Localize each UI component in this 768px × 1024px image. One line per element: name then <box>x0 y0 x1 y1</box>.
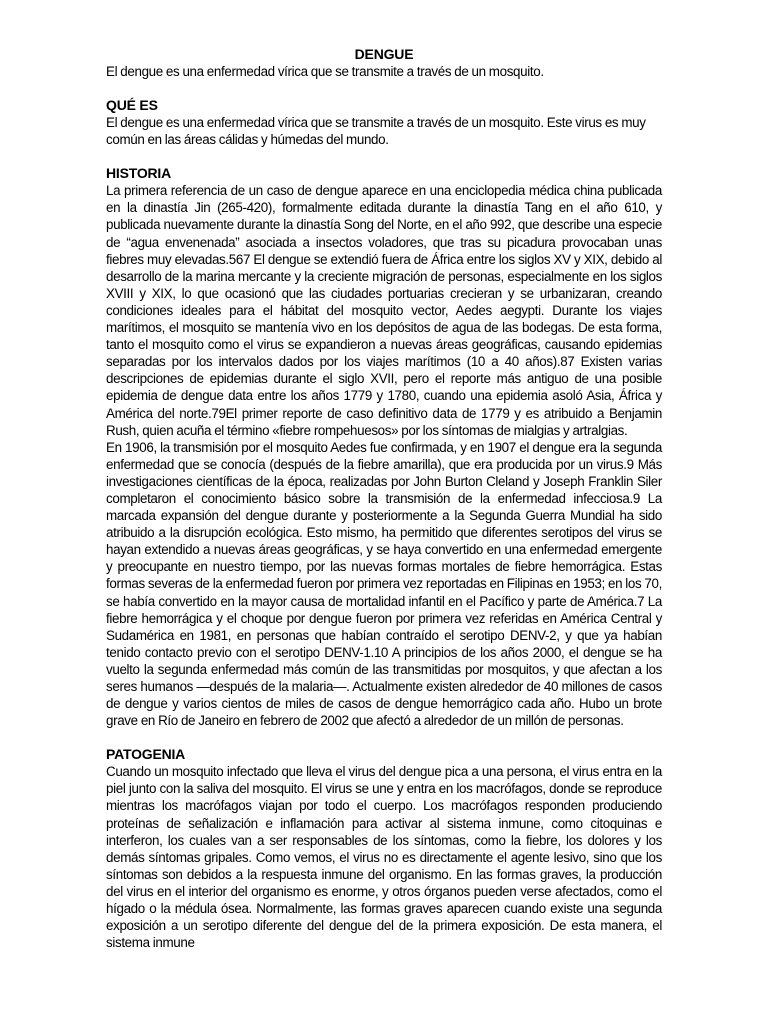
section-heading-que-es: QUÉ ES <box>106 97 158 114</box>
document-title: DENGUE <box>354 46 414 62</box>
section-heading-historia: HISTORIA <box>106 165 172 182</box>
section-heading-patogenia: PATOGENIA <box>106 746 186 763</box>
intro-paragraph: El dengue es una enfermedad vírica que se transmite a través de un mosquito. <box>106 64 544 79</box>
patogenia-paragraph: Cuando un mosquito infectado que lleva el virus del dengue pica a una persona, el virus entra en la piel junto con la saliva del mosquito. El virus se une y entra en los macrófagos, donde se reproduce mientras los macrófagos viajan por todo el cuerpo. Los macrófagos responden produciendo proteínas de señalización e inflamación para activar al sistema inmune, como citoquinas e interferon, los cuales van a ser responsables de los síntomas, como la fiebre, los dolores y los demás síntomas gripales. Como vemos, el virus no es directamente el agente lesivo, sino que los síntomas son debidos a la respuesta inmune del organismo. En las formas graves, la producción del virus en el interior del organismo es enorme, y otros órganos pueden verse afectados, como el hígado o la médula ósea. Normalmente, las formas graves aparecen cuando existe una segunda exposición a un serotipo diferente del dengue del de la primera exposición. De esta manera, el sistema inmune <box>106 764 662 951</box>
document-page <box>106 46 662 951</box>
que-es-paragraph: El dengue es una enfermedad vírica que se transmite a través de un mosquito. Este virus es muy común en las áreas cálidas y húmedas del mundo. <box>106 115 646 148</box>
historia-paragraph-1: La primera referencia de un caso de dengue aparece en una enciclopedia médica china publicada en la dinastía Jin (265-420), formalmente editada durante la dinastía Tang en el año 610, y publicada nuevamente durante la dinastía Song del Norte, en el año 992, que describe una especie de “agua envenenada” asociada a insectos voladores, que tras su picadura provocaban unas fiebres muy elevadas.567 El dengue se extendió fuera de África entre los siglos XV y XIX, debido al desarrollo de la marina mercante y la creciente migración de personas, especialmente en los siglos XVIII y XIX, lo que ocasionó que las ciudades portuarias crecieran y se urbanizaran, creando condiciones ideales para el hábitat del mosquito vector, Aedes aegypti. Durante los viajes marítimos, el mosquito se mantenía vivo en los depósitos de agua de las bodegas. De esta forma, tanto el mosquito como el virus se expandieron a nuevas áreas geográficas, causando epidemias separadas por los intervalos dados por los viajes marítimos (10 a 40 años).87 Existen varias descripciones de epidemias durante el siglo XVII, pero el reporte más antiguo de una posible epidemia de dengue data entre los años 1779 y 1780, cuando una epidemia asoló Asia, África y América del norte.79El primer reporte de caso definitivo data de 1779 y es atribuido a Benjamin Rush, quien acuña el término «fiebre rompehuesos» por los síntomas de mialgias y artralgias. <box>106 183 662 438</box>
historia-paragraph-2: En 1906, la transmisión por el mosquito Aedes fue confirmada, y en 1907 el dengue era la segunda enfermedad que se conocía (después de la fiebre amarilla), que era producida por un virus.9 Más investigaciones científicas de la época, realizadas por John Burton Cleland y Joseph Franklin Siler completaron el conocimiento básico sobre la transmisión de la enfermedad infecciosa.9 La marcada expansión del dengue durante y posteriormente a la Segunda Guerra Mundial ha sido atribuido a la disrupción ecológica. Esto mismo, ha permitido que diferentes serotipos del virus se hayan extendido a nuevas áreas geográficas, y se haya convertido en una enfermedad emergente y preocupante en nuestro tiempo, por las nuevas formas mortales de fiebre hemorrágica. Estas formas severas de la enfermedad fueron por primera vez reportadas en Filipinas en 1953; en los 70, se había convertido en la mayor causa de mortalidad infantil en el Pacífico y parte de América.7 La fiebre hemorrágica y el choque por dengue fueron por primera vez referidas en América Central y Sudamérica en 1981, en personas que habían contraído el serotipo DENV-2, y que ya habían tenido contacto previo con el serotipo DENV-1.10 A principios de los años 2000, el dengue se ha vuelto la segunda enfermedad más común de las transmitidas por mosquitos, y que afectan a los seres humanos —después de la malaria—. Actualmente existen alrededor de 40 millones de casos de dengue y varios cientos de miles de casos de dengue hemorrágico cada año. Hubo un brote grave en Río de Janeiro en febrero de 2002 que afectó a alrededor de un millón de personas. <box>106 439 662 729</box>
